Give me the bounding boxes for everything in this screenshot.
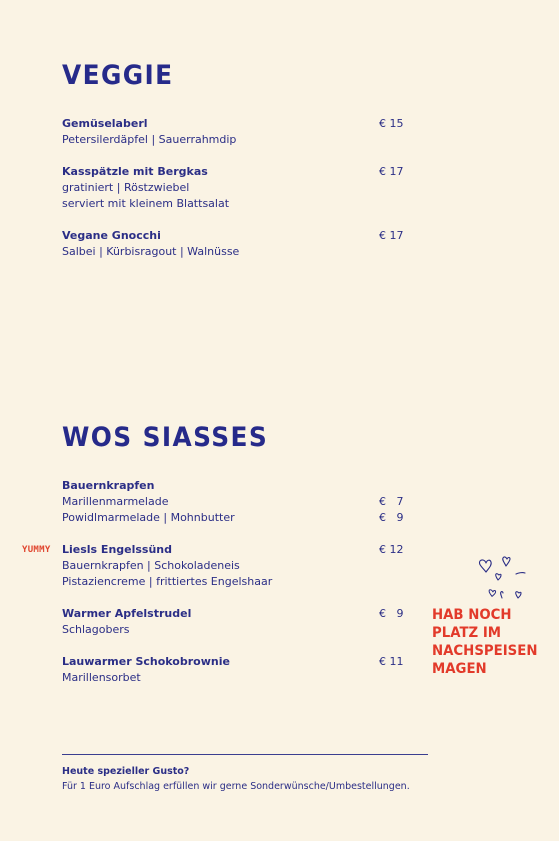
section-title-dessert: WOS SIASSES <box>62 422 269 453</box>
divider <box>62 754 428 755</box>
menu-item <box>62 654 422 686</box>
menu-item-name: Kasspätzle mit Bergkas <box>62 165 208 178</box>
menu-item <box>62 164 422 212</box>
side-note-line: HAB NOCH <box>432 607 512 623</box>
menu-item-description: Powidlmarmelade | Mohnbutter <box>62 511 235 524</box>
menu-item <box>62 606 422 638</box>
menu-item-name: Vegane Gnocchi <box>62 229 161 242</box>
side-note-line: MAGEN <box>432 661 487 677</box>
menu-item-price: € 11 <box>379 655 404 668</box>
yummy-tag: YUMMY <box>22 545 51 555</box>
footer-text: Für 1 Euro Aufschlag erfüllen wir gerne Sonderwünsche/Umbestellungen. <box>62 781 410 792</box>
menu-item-description: Marillenmarmelade <box>62 495 169 508</box>
side-note-line: PLATZ IM <box>432 625 502 641</box>
menu-item-name: Liesls Engelssünd <box>62 543 173 556</box>
menu-item-description: Pistaziencreme | frittiertes Engelshaar <box>62 575 273 588</box>
hearts-doodle-icon <box>472 550 532 606</box>
menu-item-price: € 9 <box>379 511 404 524</box>
menu-item-price: € 15 <box>379 117 404 130</box>
menu-item <box>62 228 422 260</box>
menu-item-name: Bauernkrapfen <box>62 479 155 492</box>
menu-item-price: € 17 <box>379 229 404 242</box>
menu-item-name: Lauwarmer Schokobrownie <box>62 655 230 668</box>
menu-item <box>62 542 422 590</box>
side-note-line: NACHSPEISEN <box>432 643 538 659</box>
menu-item-name: Warmer Apfelstrudel <box>62 607 192 620</box>
menu-item-description: gratiniert | Röstzwiebel <box>62 181 190 194</box>
menu-item-description: Salbei | Kürbisragout | Walnüsse <box>62 245 240 258</box>
menu-item-description: Schlagobers <box>62 623 130 636</box>
section-title-veggie: VEGGIE <box>62 60 174 91</box>
side-note <box>432 606 537 678</box>
menu-item-description: Petersilerdäpfel | Sauerrahmdip <box>62 133 237 146</box>
menu-item-price: € 7 <box>379 495 404 508</box>
menu-item-price: € 12 <box>379 543 404 556</box>
menu-item-description: Bauernkrapfen | Schokoladeneis <box>62 559 240 572</box>
menu-item <box>62 116 422 148</box>
footer-title: Heute spezieller Gusto? <box>62 766 190 777</box>
menu-item <box>62 478 422 526</box>
menu-item-name: Gemüselaberl <box>62 117 148 130</box>
menu-item-price: € 17 <box>379 165 404 178</box>
menu-item-price: € 9 <box>379 607 404 620</box>
menu-item-description: Marillensorbet <box>62 671 141 684</box>
menu-item-description: serviert mit kleinem Blattsalat <box>62 197 230 210</box>
